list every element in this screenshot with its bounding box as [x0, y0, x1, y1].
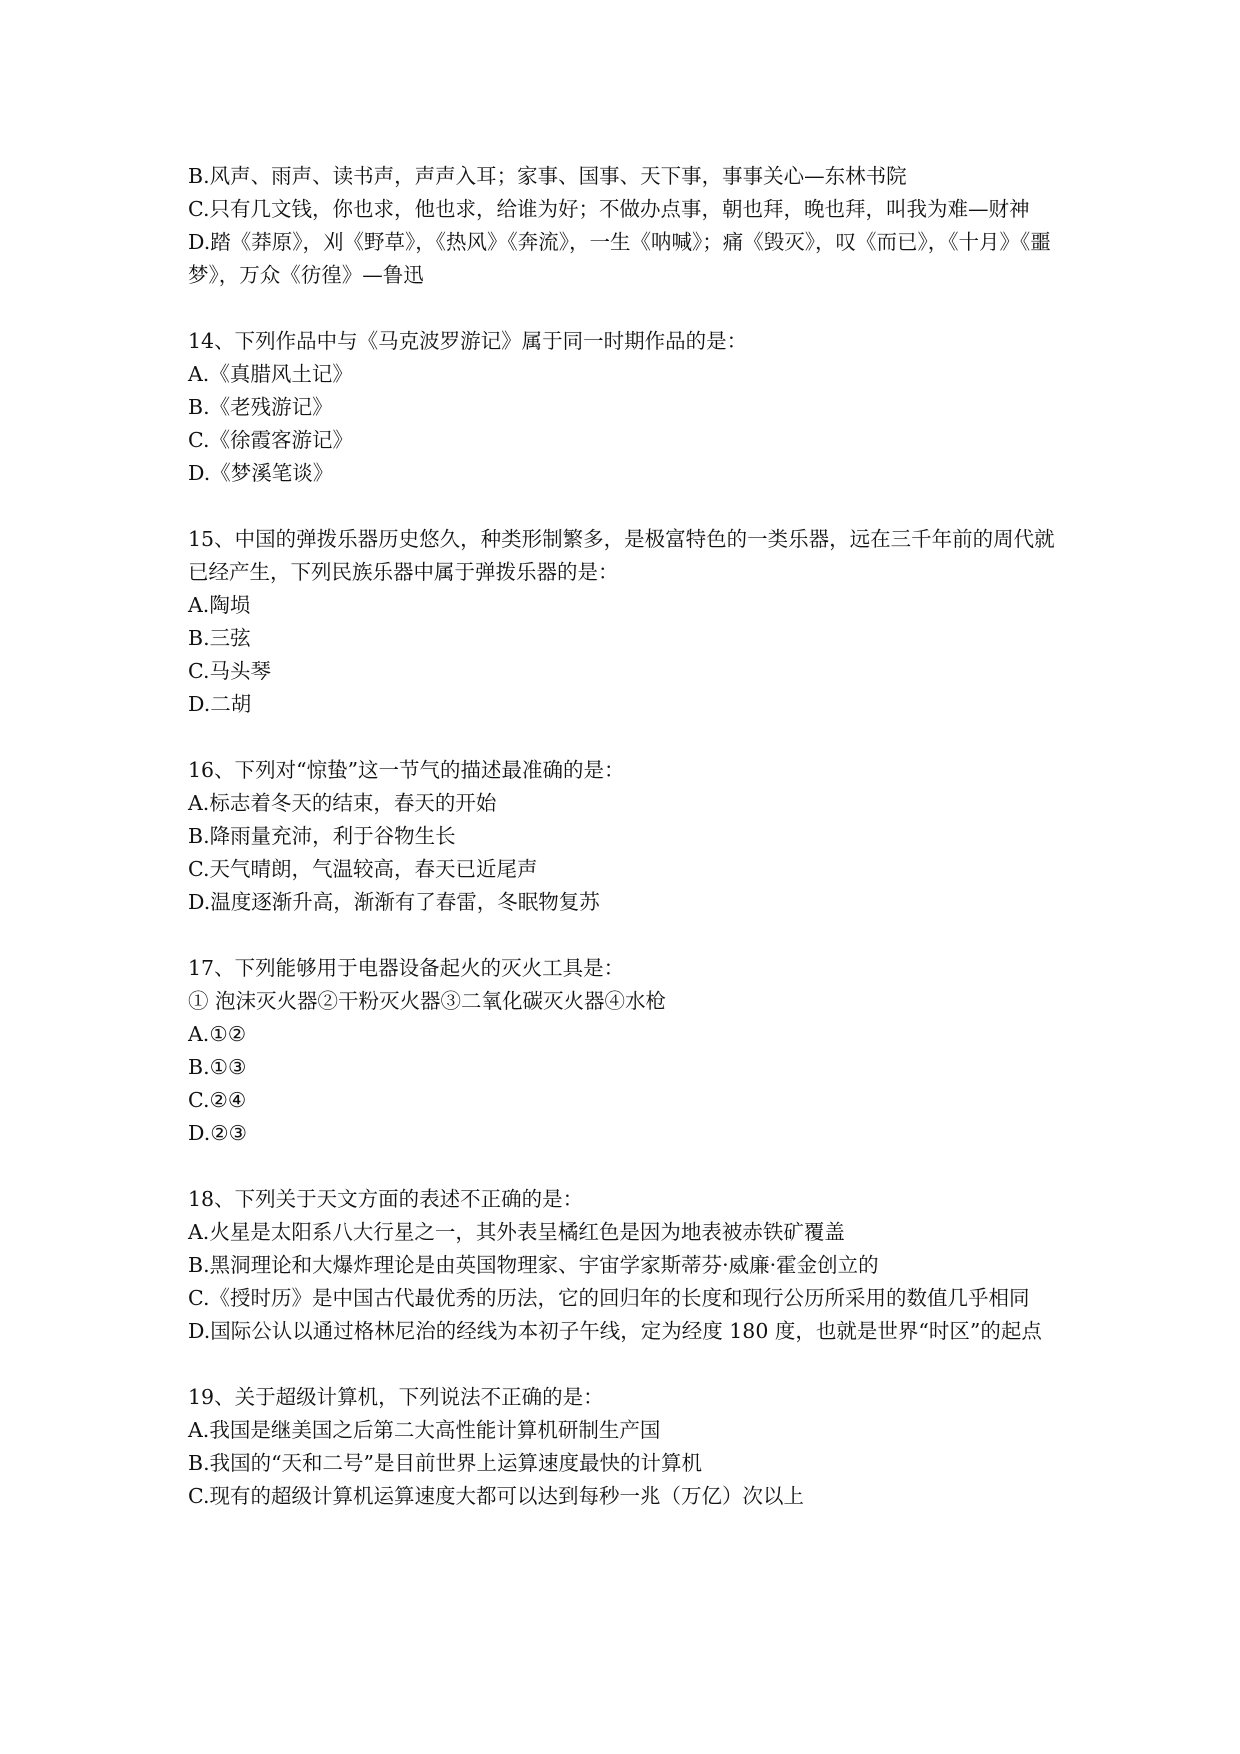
question-text: 14、下列作品中与《马克波罗游记》属于同一时期作品的是：	[188, 329, 748, 353]
option-a: A.《真腊风土记》	[188, 362, 353, 386]
question-text: 17、下列能够用于电器设备起火的灭火工具是：	[188, 956, 625, 980]
option-d: D.踏《莽原》，刈《野草》，《热风》《奔流》，一生《呐喊》；痛《毁灭》，叹《而已》，《十月》《噩梦》，万众《彷徨》—鲁迅	[188, 230, 1051, 287]
option-d: D.②③	[188, 1121, 247, 1145]
option-c: C.只有几文钱，你也求，他也求，给谁为好；不做办点事，朝也拜，晚也拜，叫我为难—财神	[188, 197, 1030, 221]
document-page	[188, 160, 1068, 1546]
question-items: ① 泡沫灭火器②干粉灭火器③二氧化碳灭火器④水枪	[188, 989, 667, 1013]
question-15	[188, 523, 1068, 721]
question-13-options	[188, 160, 1068, 292]
option-b: B.①③	[188, 1055, 247, 1079]
option-b: B.黑洞理论和大爆炸理论是由英国物理家、宇宙学家斯蒂芬·威廉·霍金创立的	[188, 1253, 879, 1277]
question-16	[188, 754, 1068, 919]
option-d: D.国际公认以通过格林尼治的经线为本初子午线，定为经度 180 度，也就是世界“时区”的起点	[188, 1319, 1042, 1343]
option-a: A.①②	[188, 1022, 247, 1046]
question-text: 19、关于超级计算机，下列说法不正确的是：	[188, 1385, 604, 1409]
option-a: A.陶埙	[188, 593, 251, 617]
question-19	[188, 1381, 1068, 1513]
option-d: D.温度逐渐升高，渐渐有了春雷，冬眠物复苏	[188, 890, 600, 914]
option-b: B.我国的“天和二号”是目前世界上运算速度最快的计算机	[188, 1451, 703, 1475]
option-d: D.《梦溪笔谈》	[188, 461, 334, 485]
option-b: B.三弦	[188, 626, 251, 650]
option-a: A.火星是太阳系八大行星之一，其外表呈橘红色是因为地表被赤铁矿覆盖	[188, 1220, 845, 1244]
question-14	[188, 325, 1068, 490]
option-b: B.降雨量充沛，利于谷物生长	[188, 824, 456, 848]
question-text: 18、下列关于天文方面的表述不正确的是：	[188, 1187, 584, 1211]
option-c: C.天气晴朗，气温较高，春天已近尾声	[188, 857, 538, 881]
option-c: C.②④	[188, 1088, 247, 1112]
question-text: 16、下列对“惊蛰”这一节气的描述最准确的是：	[188, 758, 625, 782]
option-a: A.我国是继美国之后第二大高性能计算机研制生产国	[188, 1418, 661, 1442]
question-text: 15、中国的弹拨乐器历史悠久，种类形制繁多，是极富特色的一类乐器，远在三千年前的周代就已经产生，下列民族乐器中属于弹拨乐器的是：	[188, 527, 1055, 584]
option-a: A.标志着冬天的结束，春天的开始	[188, 791, 497, 815]
option-b: B.《老残游记》	[188, 395, 333, 419]
option-b: B.风声、雨声、读书声，声声入耳；家事、国事、天下事，事事关心—东林书院	[188, 164, 907, 188]
option-c: C.现有的超级计算机运算速度大都可以达到每秒一兆（万亿）次以上	[188, 1484, 804, 1508]
option-d: D.二胡	[188, 692, 252, 716]
option-c: C.马头琴	[188, 659, 271, 683]
option-c: C.《徐霞客游记》	[188, 428, 353, 452]
question-18	[188, 1183, 1068, 1348]
option-c: C.《授时历》是中国古代最优秀的历法，它的回归年的长度和现行公历所采用的数值几乎相同	[188, 1286, 1030, 1310]
question-17	[188, 952, 1068, 1150]
